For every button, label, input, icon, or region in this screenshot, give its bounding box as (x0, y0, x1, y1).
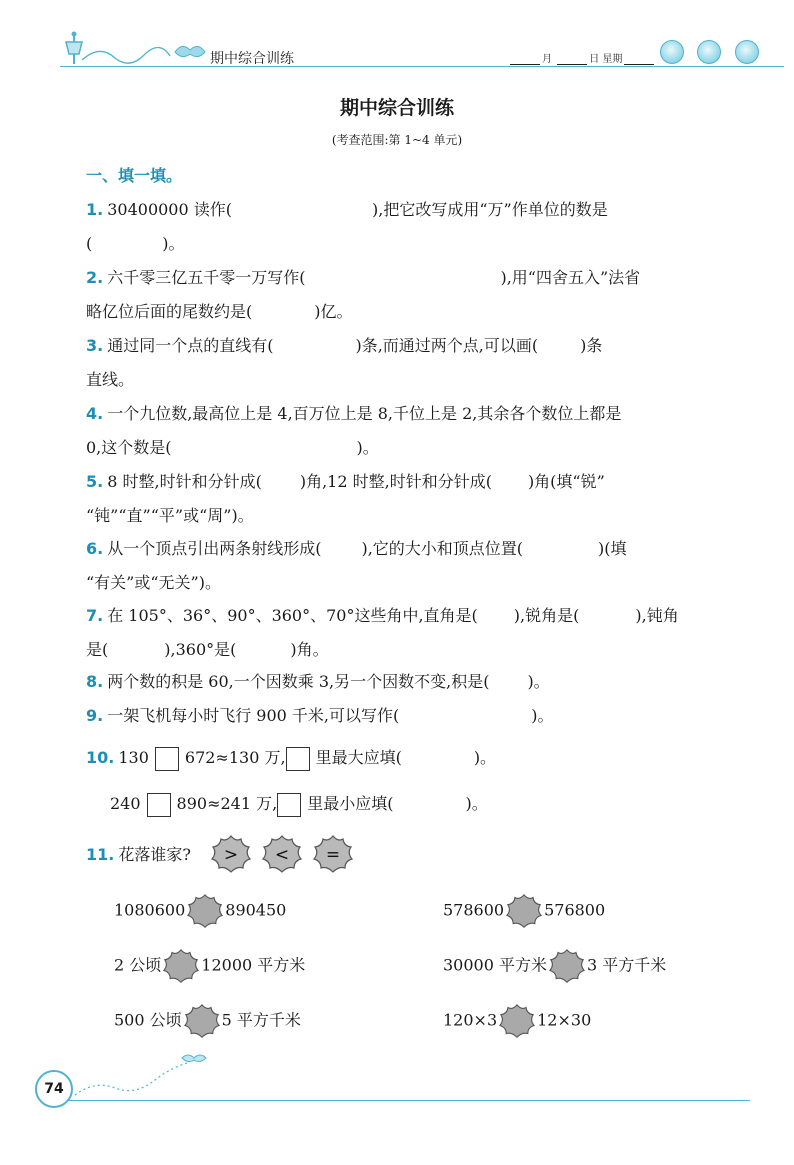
question-10: 10. 130 672≈130 万, 里最大应填( )。 (86, 740, 726, 776)
day-label: 日 (589, 54, 600, 65)
svg-text:=: = (326, 845, 341, 865)
answer-flower-icon[interactable] (505, 893, 543, 929)
question-6: 6. 从一个顶点引出两条射线形成( ),它的大小和顶点位置( )(填 “有关”或“无关”)。 (86, 539, 627, 592)
header-rule (60, 66, 784, 67)
page-title: 期中综合训练 (339, 97, 454, 119)
answer-flower-icon[interactable] (183, 1003, 221, 1039)
comparison-4: 30000 平方米 3 平方千米 (443, 948, 666, 984)
flower-greater-icon[interactable] (210, 834, 252, 874)
svg-text:<: < (274, 845, 290, 865)
digit-box[interactable] (286, 747, 310, 771)
lamp-decoration-icon (60, 30, 210, 70)
page-number: 74 (35, 1070, 73, 1108)
digit-box[interactable] (147, 793, 171, 817)
date-fields (508, 50, 656, 65)
comparison-6: 120×3 12×30 (443, 1003, 591, 1039)
question-9: 9. 一架飞机每小时飞行 900 千米,可以写作( )。 (86, 706, 554, 725)
weekday-blank[interactable] (624, 64, 654, 65)
answer-flower-icon[interactable] (162, 948, 200, 984)
weekday-label: 星期 (602, 54, 623, 65)
answer-flower-icon[interactable] (498, 1003, 536, 1039)
neutral-face-icon[interactable] (697, 40, 721, 64)
question-1: 1. 30400000 读作( ),把它改写成用“万”作单位的数是 ( )。 (86, 200, 608, 253)
comparison-3: 2 公顷 12000 平方米 (114, 948, 305, 984)
month-blank[interactable] (510, 64, 540, 65)
question-5: 5. 8 时整,时针和分针成( )角,12 时整,时针和分针成( )角(填“锐” “钝”“直”“平”或“周”)。 (86, 472, 605, 525)
comparison-5: 500 公顷 5 平方千米 (114, 1003, 301, 1039)
month-label: 月 (542, 54, 552, 65)
question-11: 11. 花落谁家? (86, 845, 191, 864)
question-8: 8. 两个数的积是 60,一个因数乘 3,另一个因数不变,积是( )。 (86, 672, 550, 691)
question-7: 7. 在 105°、36°、90°、360°、70°这些角中,直角是( ),锐角是( ),钝角 是( ),360°是( )角。 (86, 606, 679, 659)
digit-box[interactable] (155, 747, 179, 771)
section-heading: 一、填一填。 (86, 166, 183, 185)
answer-flower-icon[interactable] (548, 948, 586, 984)
question-3: 3. 通过同一个点的直线有( )条,而通过两个点,可以画( )条 直线。 (86, 336, 603, 389)
page-subtitle: (考查范围:第 1~4 单元) (331, 133, 463, 147)
question-10-part-2: 240 890≈241 万, 里最小应填( )。 (110, 786, 750, 822)
digit-box[interactable] (277, 793, 301, 817)
svg-text:>: > (223, 845, 239, 865)
happy-face-icon[interactable] (735, 40, 759, 64)
smile-face-icon[interactable] (660, 40, 684, 64)
symbol-flowers (210, 834, 354, 878)
question-4: 4. 一个九位数,最高位上是 4,百万位上是 8,千位上是 2,其余各个数位上都是 0,这个数是( )。 (86, 404, 622, 457)
comparison-2: 578600 576800 (443, 893, 605, 929)
day-blank[interactable] (557, 64, 587, 65)
swirl-decoration-icon (70, 1050, 210, 1100)
flower-less-icon[interactable] (261, 834, 303, 874)
flower-equal-icon[interactable] (312, 834, 354, 874)
answer-flower-icon[interactable] (186, 893, 224, 929)
footer-rule (60, 1100, 750, 1101)
running-title: 期中综合训练 (210, 51, 294, 67)
comparison-1: 1080600 890450 (114, 893, 286, 929)
question-2: 2. 六千零三亿五千零一万写作( ),用“四舍五入”法省 略亿位后面的尾数约是( )亿。 (86, 268, 641, 321)
